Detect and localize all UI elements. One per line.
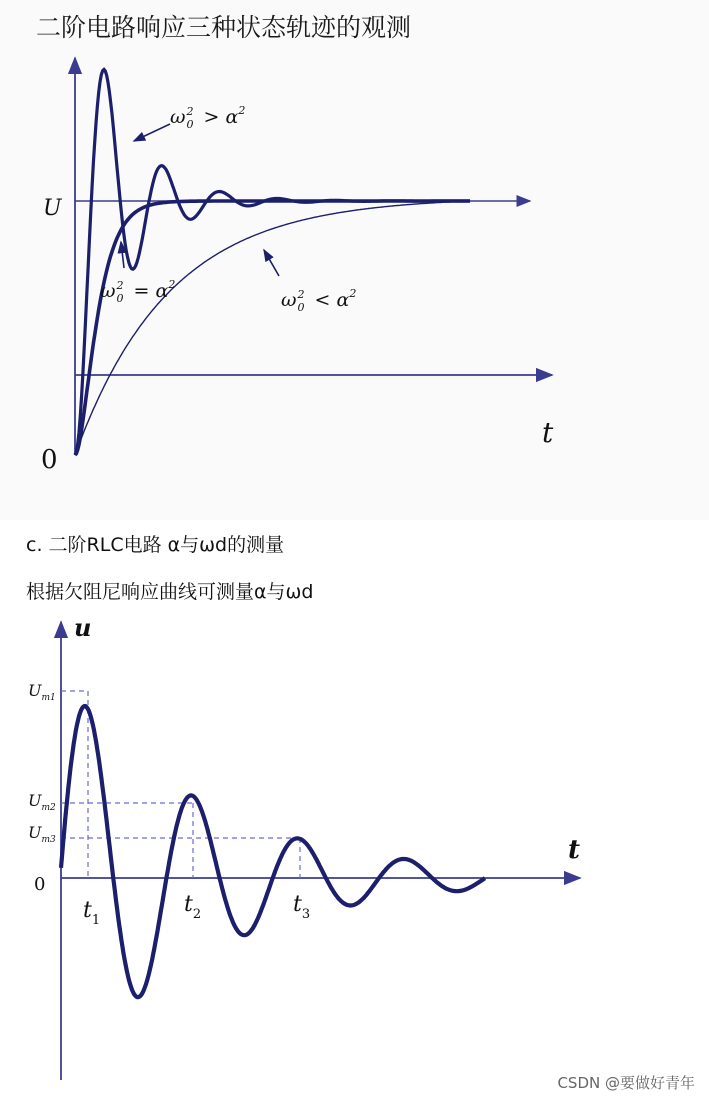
origin-label: 0 — [41, 445, 58, 475]
underdamped-curve — [75, 69, 470, 455]
label-overdamped: $\omega^2$ $0 < \alpha^2$ — [281, 287, 357, 314]
u-level-label: U — [43, 196, 62, 221]
peak-guides — [61, 691, 300, 878]
t2-label: $t_2$ — [184, 892, 202, 922]
um1-label: $U_{m1}$ — [28, 681, 56, 703]
um3-label: $U_{m3}$ — [28, 823, 56, 845]
um2-label: $U_{m2}$ — [28, 791, 56, 813]
section-text: 根据欠阻尼响应曲线可测量α与ωd — [26, 581, 314, 603]
critically-damped-curve — [75, 201, 470, 455]
damped-oscillation-curve — [61, 706, 485, 997]
page-title: 二阶电路响应三种状态轨迹的观测 — [36, 13, 412, 42]
u-axis-label: u — [74, 613, 92, 642]
label-underdamped: $\omega^2$ $0 > \alpha^2$ — [170, 104, 246, 131]
three-state-response-diagram — [0, 0, 709, 520]
pointer-over — [264, 250, 279, 276]
label-critically-damped: $\omega^2$ $0 = \alpha^2$ — [100, 278, 176, 305]
pointer-crit — [121, 242, 124, 268]
t1-label: $t_1$ — [83, 898, 101, 928]
t-axis-label-2: t — [568, 835, 581, 865]
overdamped-curve — [75, 201, 470, 455]
section-heading: c. 二阶RLC电路 α与ωd的测量 — [26, 534, 285, 556]
t3-label: $t_3$ — [293, 892, 311, 922]
watermark: CSDN @要做好青年 — [557, 1074, 695, 1092]
origin-label-2: 0 — [34, 874, 46, 895]
pointer-under — [134, 124, 170, 141]
t-axis-label: t — [542, 416, 554, 449]
